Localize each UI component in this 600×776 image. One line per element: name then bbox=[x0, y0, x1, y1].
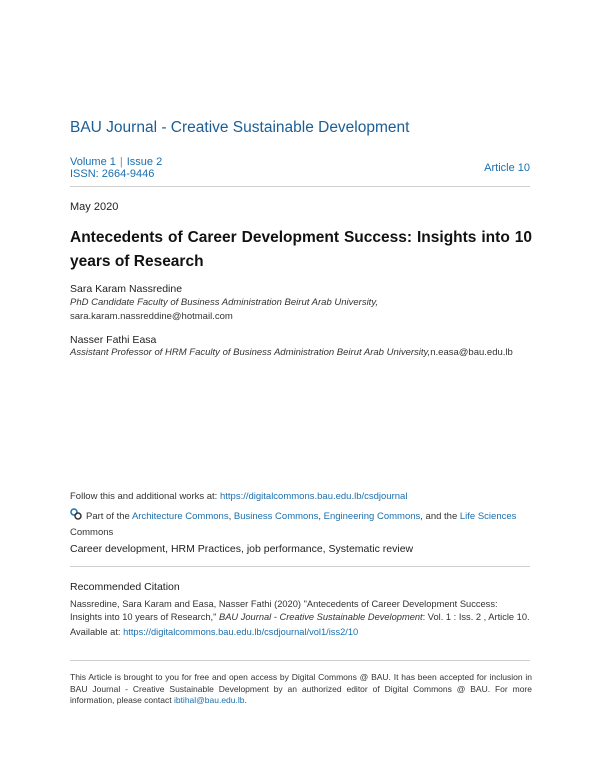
engineering-commons-link[interactable]: Engineering Commons bbox=[323, 511, 421, 522]
issue-info bbox=[70, 156, 162, 180]
available-at: Available at: https://digitalcommons.bau.edu.lb/csdjournal/vol1/iss2/10 bbox=[70, 627, 359, 637]
business-commons-link[interactable]: Business Commons bbox=[233, 511, 319, 522]
citation-journal: BAU Journal - Creative Sustainable Development bbox=[219, 611, 423, 622]
citation-text: Nassredine, Sara Karam and Easa, Nasser Fathi (2020) "Antecedents of Career Development Success: Insights into 10 years of Research," BAU Journal - Creative Sustainable Development: Vol. 1 : Iss. 2 , Article 10. Available at: https://digitalcommons.bau.edu.lb/csdjournal/vol1/iss2/10 bbox=[70, 598, 532, 639]
architecture-commons-link[interactable]: Architecture Commons bbox=[131, 511, 229, 522]
author-email[interactable]: sara.karam.nassreddine@hotmail.com bbox=[70, 311, 233, 322]
divider bbox=[70, 660, 530, 661]
life-sciences-commons-link[interactable]: Commons bbox=[70, 527, 114, 538]
separator: | bbox=[119, 156, 123, 168]
divider bbox=[70, 186, 530, 187]
life-sciences-commons-link[interactable]: Life Sciences bbox=[459, 511, 517, 522]
footer-notice: This Article is brought to you for free and open access by Digital Commons @ BAU. It has been accepted for inclusion in BAU Journal - Creative Sustainable Development by an authorized editor of Digital Commons @ BAU. For more information, please contact ibtihal@bau.edu.lb. bbox=[70, 672, 532, 705]
open-access-icon bbox=[70, 508, 82, 520]
contact-email-link[interactable]: ibtihal@bau.edu.lb bbox=[173, 695, 245, 705]
follow-url-link[interactable]: https://digitalcommons.bau.edu.lb/csdjournal bbox=[219, 491, 408, 502]
part-of-line: Part of the Architecture Commons, Business Commons, Engineering Commons, and the Life Sciences bbox=[86, 511, 517, 522]
issn: ISSN: 2664-9446 bbox=[70, 168, 155, 180]
journal-title[interactable]: BAU Journal - Creative Sustainable Development bbox=[70, 119, 410, 136]
author-email[interactable]: n.easa@bau.edu.lb bbox=[430, 347, 513, 358]
issue-link[interactable]: Issue 2 bbox=[126, 156, 163, 168]
keywords: Career development, HRM Practices, job performance, Systematic review bbox=[70, 543, 414, 555]
author-affiliation: PhD Candidate Faculty of Business Administration Beirut Arab University, sara.karam.nassreddine@hotmail.com bbox=[70, 296, 540, 324]
article-title: Antecedents of Career Development Success: Insights into 10 years of Research bbox=[70, 229, 532, 270]
publication-date: May 2020 bbox=[70, 201, 119, 213]
recommended-citation-heading: Recommended Citation bbox=[70, 581, 180, 593]
author-affiliation: Assistant Professor of HRM Faculty of Business Administration Beirut Arab University,n.easa@bau.edu.lb bbox=[70, 347, 513, 358]
article-url-link[interactable]: https://digitalcommons.bau.edu.lb/csdjournal/vol1/iss2/10 bbox=[123, 627, 359, 637]
follow-line: Follow this and additional works at: https://digitalcommons.bau.edu.lb/csdjournal bbox=[70, 491, 408, 502]
article-link[interactable]: Article 10 bbox=[484, 162, 530, 174]
divider bbox=[70, 566, 530, 567]
author-name: Nasser Fathi Easa bbox=[70, 334, 157, 346]
volume-link[interactable]: Volume 1 bbox=[70, 156, 116, 168]
author-name: Sara Karam Nassredine bbox=[70, 283, 183, 295]
